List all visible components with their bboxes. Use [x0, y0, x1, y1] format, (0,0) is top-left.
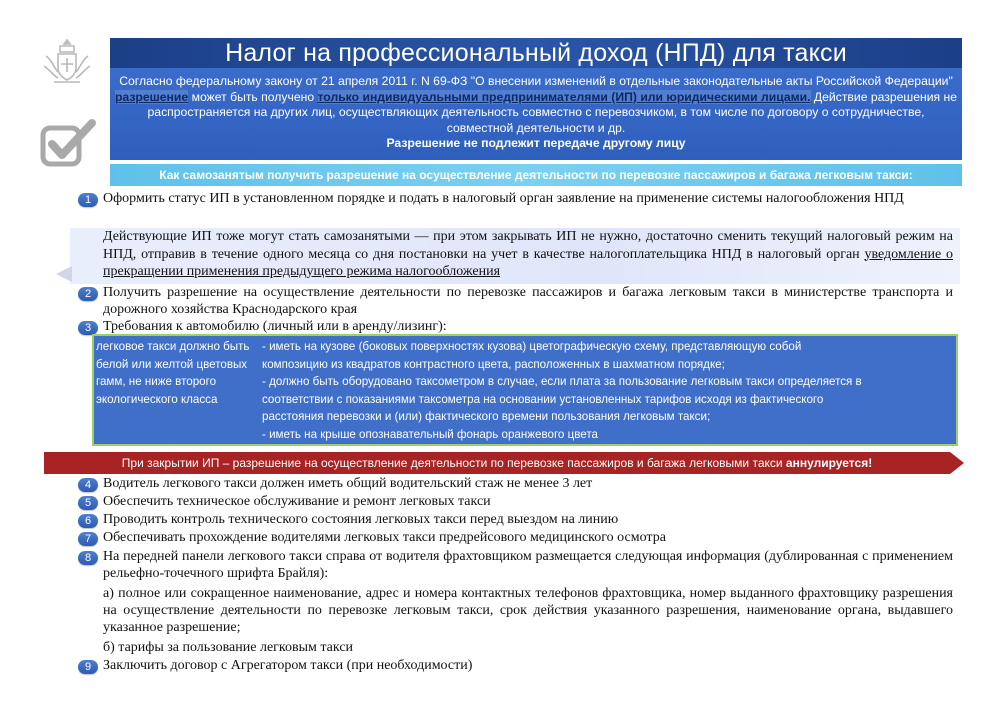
intro-text: Согласно федеральному закону от 21 апреля 2011 г. N 69-ФЗ "О внесении изменений в отдельные законодательные акты Российской Федерации": [119, 74, 953, 88]
step-number-1: 1: [78, 193, 98, 207]
requirements-list: [262, 338, 954, 444]
step-number-9: 9: [78, 660, 98, 674]
step-number-6: 6: [78, 514, 98, 528]
note-body: Действующие ИП тоже могут стать самозанятыми — при этом закрывать ИП не нужно, достаточно сменить текущий налоговый режим на НПД, отправив в течение одного месяца со дня постановки на учет в качестве налогоплательщика НПД в налоговый орган: [103, 229, 953, 262]
requirement-line: композицию из квадратов контрастного цвета, расположенных в шахматном порядке;: [262, 357, 725, 371]
subtitle-bar: Как самозанятым получить разрешение на осуществление деятельности по перевозке пассажиров и багажа легковым такси:: [110, 164, 962, 186]
step-2-text: Получить разрешение на осуществление деятельности по перевозке пассажиров и багажа легковым такси в министерстве транспорта и дорожного хозяйства Краснодарского края: [103, 285, 953, 317]
warning-text: При закрытии ИП – разрешение на осуществление деятельности по перевозке пассажиров и багажа легковыми такси: [121, 456, 786, 470]
step-number-8: 8: [78, 551, 98, 565]
page-title: Налог на профессиональный доход (НПД) для такси: [110, 38, 962, 68]
warning-emphasis: аннулируется!: [785, 456, 873, 470]
warning-bar: [44, 452, 950, 474]
note-text: [103, 228, 953, 281]
checkmark-icon: [40, 118, 98, 170]
step-5-text: Обеспечить техническое обслуживание и ремонт легковых такси: [103, 494, 491, 509]
requirement-line: - должно быть оборудовано таксометром в случае, если плата за пользование легковым такси определяется в: [262, 375, 862, 389]
step-number-2: 2: [78, 287, 98, 301]
note-pointer: [56, 266, 72, 282]
intro-text-mid: может быть получено: [188, 89, 318, 104]
requirements-color-class: легковое такси должно быть белой или желтой цветовых гамм, не ниже второго экологического класса: [96, 340, 250, 406]
intro-no-transfer: Разрешение не подлежит передаче другому лицу: [386, 136, 686, 151]
step-4-text: Водитель легкового такси должен иметь общий водительский стаж не менее 3 лет: [103, 476, 593, 491]
coat-of-arms-icon: [40, 36, 94, 90]
step-3-text: Требования к автомобилю (личный или в аренду/лизинг):: [103, 319, 447, 334]
requirement-line: - иметь на крыше опознавательный фонарь оранжевого цвета: [262, 427, 598, 441]
intro-highlight-entities: только индивидуальными предпринимателями (ИП) или юридическими лицами.: [317, 89, 811, 104]
intro-block: [110, 68, 962, 160]
intro-text-end: Действие разрешения не распространяется на других лиц, осуществляющих деятельность совместно с перевозчиком, в том числе по договору о сотрудничестве, совместной деятельности и др.: [147, 89, 958, 135]
warning-arrow: [950, 452, 964, 474]
step-number-5: 5: [78, 496, 98, 510]
step-number-3: 3: [78, 321, 98, 335]
step-8-detail-a: а) полное или сокращенное наименование, адрес и номера контактных телефонов фрахтовщика, номер выданного фрахтовщику разрешения на осуществление деятельности по перевозке легковым такси, срок действия указанного разрешения, наименование органа, выдавшего указанное разрешение;: [103, 586, 953, 635]
intro-highlight-permit: разрешение: [114, 89, 189, 104]
step-1-text: Оформить статус ИП в установленном порядке и подать в налоговый орган заявление на применение системы налогообложения НПД: [103, 191, 904, 206]
step-6-text: Проводить контроль технического состояния легковых такси перед выездом на линию: [103, 512, 619, 527]
requirement-line: - иметь на кузове (боковых поверхностях кузова) цветографическую схему, представляющую собой: [262, 340, 802, 353]
step-7-text: Обеспечивать прохождение водителями легковых такси предрейсового медицинского осмотра: [103, 530, 666, 545]
step-9-text: Заключить договор с Агрегатором такси (при необходимости): [103, 658, 473, 673]
requirement-line: соответствии с показаниями таксометра на основании установленных тарифов исходя из фактического: [262, 392, 824, 406]
step-8-detail-b: б) тарифы за пользование легковым такси: [103, 640, 354, 655]
vehicle-requirements-box: [92, 334, 958, 446]
note-link: уведомление о прекращении применения предыдущего режима налогообложения: [103, 246, 953, 279]
step-number-4: 4: [78, 478, 98, 492]
step-number-7: 7: [78, 532, 98, 546]
requirement-line: расстояния перевозки и (или) фактического времени пользования легковым такси;: [262, 410, 711, 424]
step-8-text: На передней панели легкового такси справа от водителя фрахтовщиком размещается следующая информация (дублированная с применением рельефно-точечного шрифта Брайля):: [103, 549, 953, 581]
